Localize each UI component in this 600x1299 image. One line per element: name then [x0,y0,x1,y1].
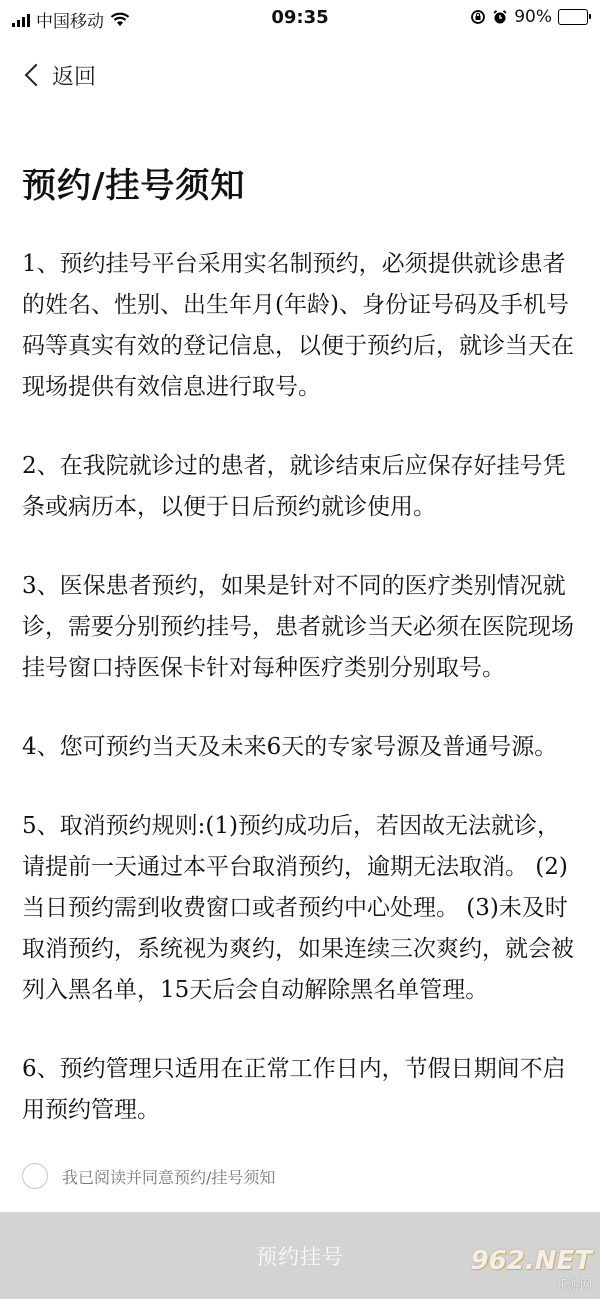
notice-item-4: 4、您可预约当天及未来6天的专家号源及普通号源。 [22,734,558,760]
carrier-name: 中国移动 [36,12,104,32]
notice-item-1: 1、预约挂号平台采用实名制预约，必须提供就诊患者的姓名、性别、出生年月(年龄)、身份证号码及手机号码等真实有效的登记信息，以便于预约后，就诊当天在现场提供有效信息进行取号。 [22,251,574,400]
agreement-checkbox[interactable] [22,1156,275,1196]
notice-item-3: 3、医保患者预约，如果是针对不同的医疗类别情况就诊，需要分别预约挂号，患者就诊当天必须在医院现场挂号窗口持医保卡针对每种医疗类别分别取号。 [22,573,574,681]
back-label: 返回 [52,64,97,90]
agreement-label: 我已阅读并同意预约/挂号须知 [62,1167,276,1187]
book-appointment-label: 预约挂号 [256,1244,344,1269]
battery-percent: 90% [514,7,552,27]
back-button[interactable] [22,55,96,95]
watermark-logo-text: 962.NET [470,1246,592,1276]
chevron-left-icon [25,64,48,87]
watermark-sub-text: 乐游网 [555,1278,592,1292]
status-bar [0,0,600,40]
notice-item-6: 6、预约管理只适用在正常工作日内，节假日期间不启用预约管理。 [22,1056,566,1123]
notice-item-5: 5、取消预约规则:(1)预约成功后，若因故无法就诊，请提前一天通过本平台取消预约，逾期无法取消。 (2)当日预约需到收费窗口或者预约中心处理。 (3)未及时取消预约，系统视为爽约，如果连续三次爽约，就会被列入黑名单，15天后会自动解除黑名单管理。 [22,813,574,1003]
page-title: 预约/挂号须知 [22,166,246,206]
watermark-logo [471,1246,592,1293]
alarm-icon [492,9,508,25]
notice-content[interactable] [22,244,580,1144]
status-right [470,7,588,27]
rotation-lock-icon [470,9,486,25]
radio-circle-icon[interactable] [22,1163,48,1189]
battery-icon [558,9,588,25]
notice-item-2: 2、在我院就诊过的患者，就诊结束后应保存好挂号凭条或病历本，以便于日后预约就诊使用。 [22,453,566,520]
status-time: 09:35 [271,7,329,28]
